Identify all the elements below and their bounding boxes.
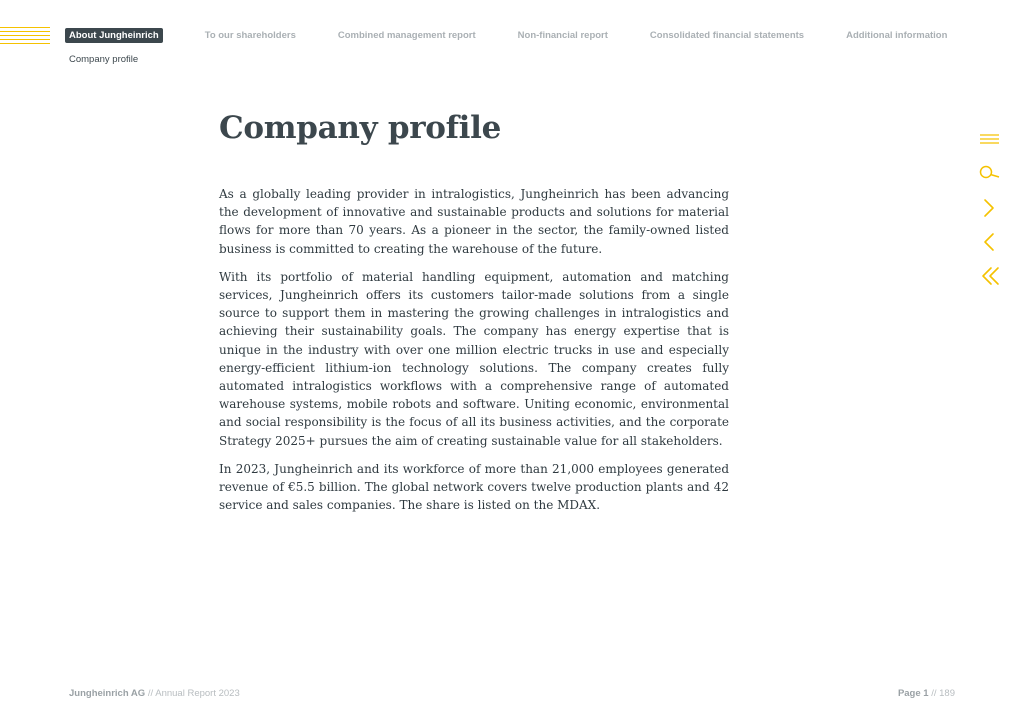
paragraph-intro: As a globally leading provider in intralogistics, Jungheinrich has been advancing the development of innovative and sustainable products and solutions for material flows for more than 70 years. As a pioneer in the sector, the family-owned listed business is committed to creating the warehouse of the future.: [219, 187, 729, 256]
next-page-icon[interactable]: [976, 196, 1004, 224]
footer-page-number: Page 1: [897, 688, 929, 699]
footer-company: Jungheinrich AG: [69, 688, 146, 699]
page-title: Company profile: [219, 110, 502, 146]
nav-combined-management-report[interactable]: Combined management report: [337, 30, 476, 41]
footer-report: Annual Report 2023: [155, 688, 240, 699]
footer-page-info: [898, 688, 955, 699]
footer-separator: //: [147, 688, 154, 699]
subnav-company-profile[interactable]: Company profile: [69, 54, 139, 65]
footer-total-pages: 189: [939, 688, 955, 699]
paragraph-portfolio: With its portfolio of material handling equipment, automation and matching services, Jungheinrich offers its customers tailor-made solutions from a single source to support them in mastering the growing challenges in intralogistics and achieving their sustainability goals. The company has energy expertise that is unique in the industry with over one million electric trucks in use and especially energy-efficient lithium-ion technology solutions. The company creates fully automated intralogistics workflows with a comprehensive range of automated warehouse systems, mobile robots and software. Uniting economic, environmental and social responsibility is the focus of all its business activities, and the corporate Strategy 2025+ pursues the aim of creating sustainable value for all stakeholders.: [219, 269, 729, 448]
menu-icon[interactable]: [976, 128, 1004, 156]
search-icon[interactable]: [976, 162, 1004, 190]
nav-consolidated-financial-statements[interactable]: Consolidated financial statements: [649, 30, 805, 41]
nav-about-jungheinrich[interactable]: About Jungheinrich: [65, 28, 163, 43]
previous-page-icon[interactable]: [976, 230, 1004, 258]
back-icon[interactable]: [976, 264, 1004, 292]
main-navigation: [65, 28, 947, 43]
nav-additional-information[interactable]: Additional information: [846, 30, 948, 41]
paragraph-figures: In 2023, Jungheinrich and its workforce of more than 21,000 employees generated revenue of €5.5 billion. The global network covers twelve production plants and 42 service and sales companies. The share is listed on the MDAX.: [219, 461, 729, 513]
side-toolbar: [976, 128, 1004, 298]
footer-page-separator: //: [931, 688, 937, 699]
nav-non-financial-report[interactable]: Non-financial report: [517, 30, 608, 41]
body-text: [219, 185, 729, 524]
nav-to-our-shareholders[interactable]: To our shareholders: [204, 30, 296, 41]
footer-report-info: [69, 688, 240, 699]
brand-lines-logo: [0, 27, 50, 45]
